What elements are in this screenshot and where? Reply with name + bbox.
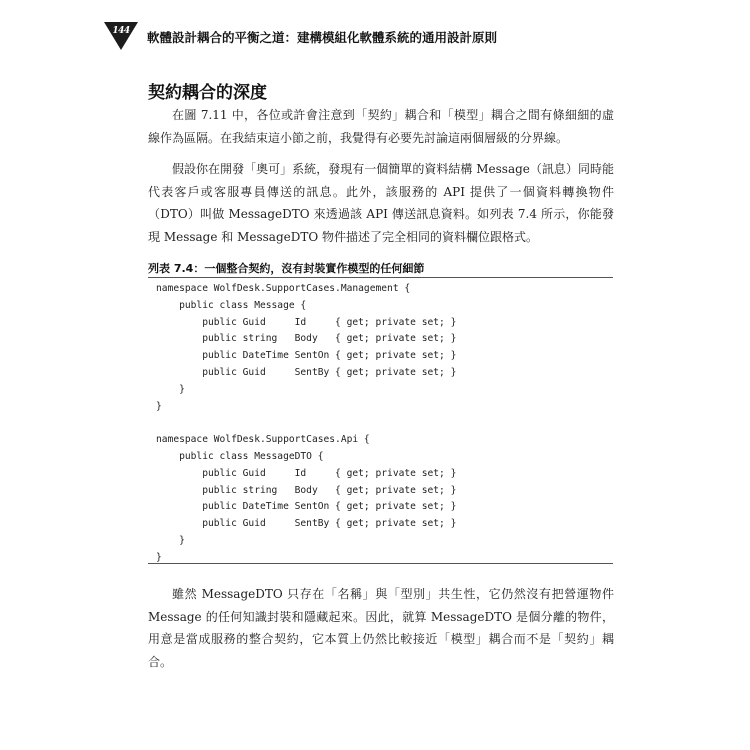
code-line: } (156, 383, 185, 395)
code-line: public Guid Id { get; private set; } (156, 467, 457, 479)
code-line: namespace WolfDesk.SupportCases.Management { (156, 283, 411, 294)
code-line: public class Message { (156, 299, 307, 311)
code-line: } (156, 551, 162, 563)
code-listing (156, 281, 456, 567)
code-line: public DateTime SentOn { get; private set; } (156, 350, 457, 362)
listing-caption: 列表 7.4：一個整合契約，沒有封裝實作模型的任何細節 (148, 262, 425, 275)
code-line: public Guid SentBy { get; private set; } (156, 366, 457, 378)
section-title: 契約耦合的深度 (148, 83, 267, 103)
page-number: 144 (112, 26, 130, 36)
body-paragraph-1: 在圖 7.11 中，各位或許會注意到「契約」耦合和「模型」耦合之間有條細細的虛線作為區隔。在我結束這小節之前，我覺得有必要先討論這兩個層級的分界線。 (148, 108, 614, 145)
code-top-rule (148, 277, 613, 278)
code-bottom-rule (148, 563, 613, 564)
code-line: public string Body { get; private set; } (156, 484, 457, 496)
code-line: public class MessageDTO { (156, 450, 324, 462)
code-line-blank (156, 415, 456, 432)
code-line: } (156, 534, 185, 546)
body-paragraph-2: 假設你在開發「奧可」系統，發現有一個簡單的資料結構 Message（訊息）同時能代表客戶或客服專員傳送的訊息。此外，該服務的 API 提供了一個資料轉換物件（DTO）叫做 MessageDTO 來透過該 API 傳送訊息資料。如列表 7.4 所示，你能發現 Message 和 MessageDTO 物件描述了完全相同的資料欄位跟格式。 (148, 162, 614, 244)
running-header: 軟體設計耦合的平衡之道：建構模組化軟體系統的通用設計原則 (147, 30, 498, 45)
body-paragraph-3: 雖然 MessageDTO 只存在「名稱」與「型別」共生性，它仍然沒有把營運物件 Message 的任何知識封裝和隱藏起來。因此，就算 MessageDTO 是個分離的物件，用意是當成服務的整合契約，它本質上仍然比較接近「模型」耦合而不是「契約」耦合。 (148, 587, 614, 669)
code-line: public Guid SentBy { get; private set; } (156, 518, 457, 530)
code-line: public string Body { get; private set; } (156, 333, 457, 345)
code-line: public Guid Id { get; private set; } (156, 316, 457, 328)
code-line: } (156, 400, 162, 412)
code-line: namespace WolfDesk.SupportCases.Api { (156, 434, 370, 446)
code-line: public DateTime SentOn { get; private set; } (156, 501, 457, 513)
